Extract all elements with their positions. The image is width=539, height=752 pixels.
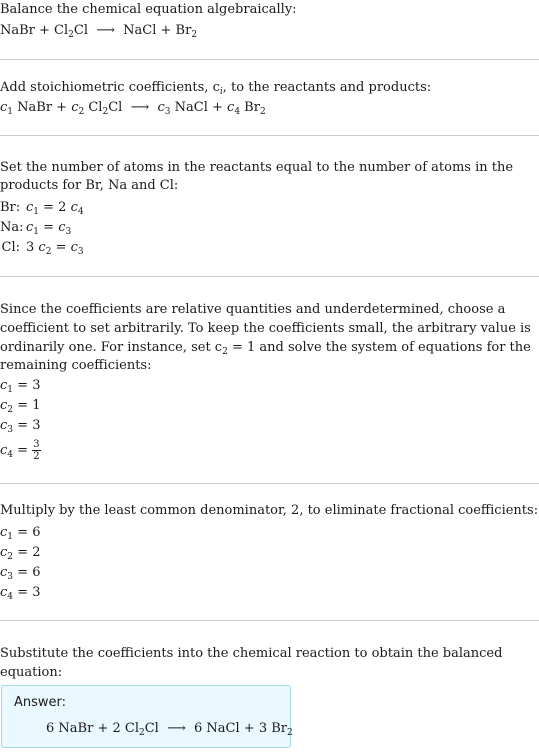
coef-c2: $c_2 = 2$ [0,545,41,562]
step4-line1: Since the coefficients are relative quantities and underdetermined, choose a [0,302,506,317]
step4-line3: ordinarily one. For instance, set $c_2 = 1$ and solve the system of equations for the [0,340,531,357]
answer-box [1,685,291,748]
divider [0,276,539,277]
coef-c3: $c_3 = 6$ [0,565,41,582]
fraction: $\frac{3}{2}$ [33,439,40,462]
coef-c4: $c_4$ = $\frac{3}{2}$ [0,439,40,462]
element-label: Cl: [1,240,20,255]
step6-line2: equation: [0,665,63,680]
step6-line1: Substitute the coefficients into the chemical reaction to obtain the balanced [0,646,503,661]
step4-line2: coefficient to set arbitrarily. To keep the coefficients small, the arbitrary value is [0,321,531,336]
unbalanced-equation: NaBr + $Cl_2Cl$ ⟶ NaCl + $Br_2$ [0,23,198,40]
coef-c4: $c_4 = 3$ [0,585,41,602]
divider [0,483,539,484]
br-equation: $c_1 = 2$ $c_4$ [26,200,84,217]
cl-equation: 3 $c_2 = c_3$ [26,240,84,257]
step3-intro-line1: Set the number of atoms in the reactants equal to the number of atoms in the [0,160,514,175]
divider [0,620,539,621]
equation-with-coefficients: $c_1$ NaBr + $c_2$ $Cl_2Cl$ ⟶ $c_3$ NaCl + $c_4$ $Br_2$ [0,100,266,117]
step2-intro: Add stoichiometric coefficients, $c_i$, to the reactants and products: [0,80,432,97]
step1-intro: Balance the chemical equation algebraically: [0,2,297,17]
coef-c1: $c_1 = 3$ [0,378,41,395]
element-label: Br: [0,200,21,215]
step4-line4: remaining coefficients: [0,358,152,373]
divider [0,135,539,136]
step5-intro: Multiply by the least common denominator, 2, to eliminate fractional coefficients: [0,503,539,518]
coef-c3: $c_3 = 3$ [0,418,41,435]
na-equation: $c_1 = c_3$ [26,220,72,237]
answer-label: Answer: [14,695,67,710]
balanced-equation: 6 NaBr + 2 $Cl_2Cl$ ⟶ 6 NaCl + 3 $Br_2$ [46,721,293,738]
coef-c1: $c_1 = 6$ [0,525,41,542]
atom-balance-equations [0,199,84,256]
coef-c2: $c_2 = 1$ [0,398,41,415]
element-label: Na: [0,220,24,235]
divider [0,59,539,60]
step3-intro-line2: products for Br, Na and Cl: [0,178,179,193]
